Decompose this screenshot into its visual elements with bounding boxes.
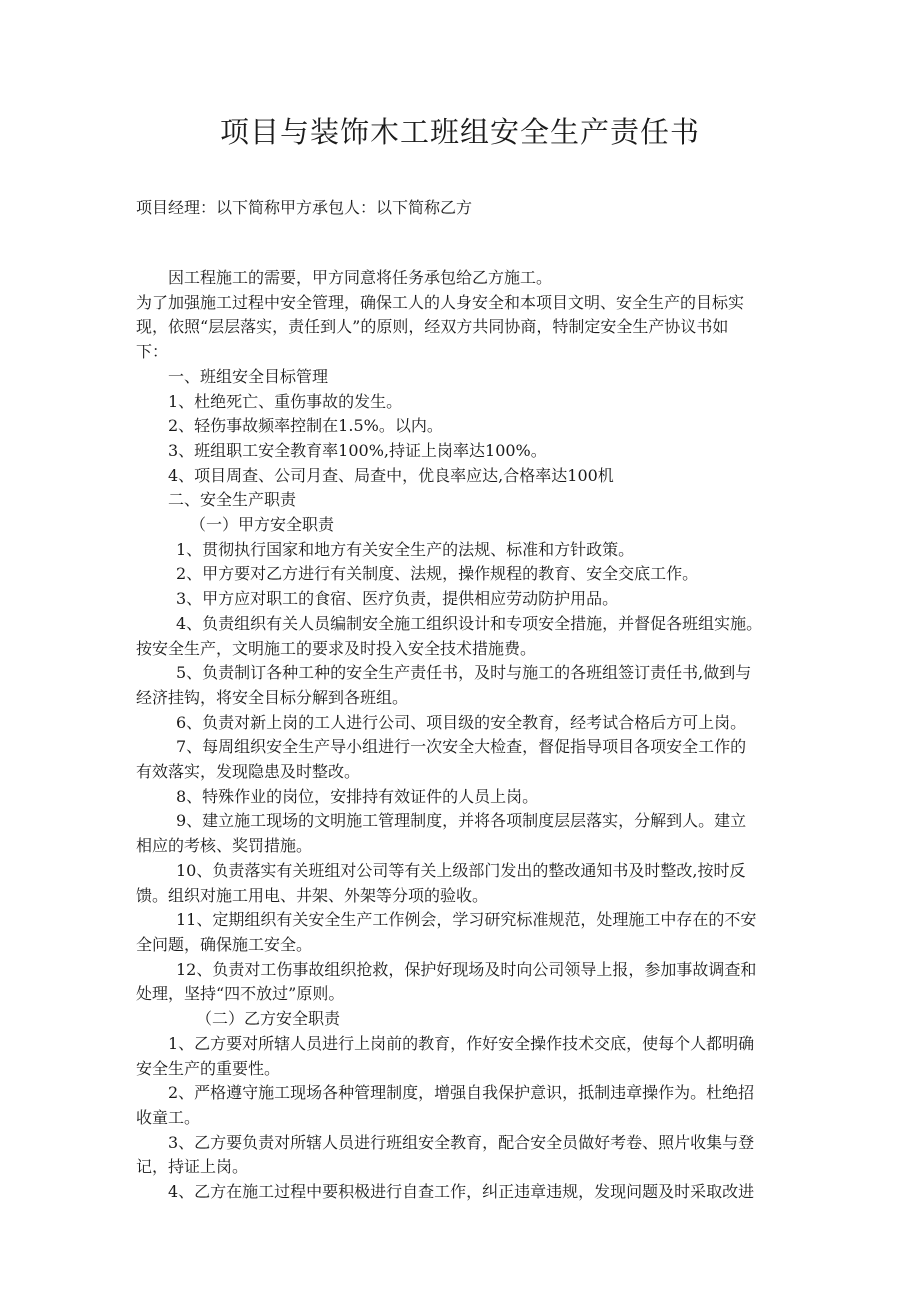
list-item: 4、项目周查、公司月查、局查中，优良率应达,合格率达100机 [168,465,614,485]
document-title: 项目与装饰木工班组安全生产责任书 [219,115,700,149]
list-item: 2、轻伤事故频率控制在1.5%。以内。 [168,416,443,436]
paragraph-line: 全问题，确保施工安全。 [136,934,313,954]
paragraph-line: 处理，坚持“四不放过”原则。 [136,984,345,1004]
list-item: 3、甲方应对职工的食宿、医疗负责，提供相应劳动防护用品。 [176,589,619,609]
list-item: 4、乙方在施工过程中要积极进行自查工作，纠正违章违规，发现问题及时采取改进 [168,1182,755,1202]
list-item: 10、负责落实有关班组对公司等有关上级部门发出的整改通知书及时整改,按时反 [176,860,746,880]
document-body [136,266,792,1205]
list-item: 8、特殊作业的岗位，安排持有效证件的人员上岗。 [176,786,539,806]
paragraph-line: 现，依照“层层落实，责任到人”的原则，经双方共同协商，特制定安全生产协议书如 [136,317,729,337]
section-heading: 一、班组安全目标管理 [168,366,329,386]
section-heading: 二、安全生产职责 [168,490,297,510]
list-item: 1、杜绝死亡、重伤事故的发生。 [168,391,403,411]
list-item: 3、乙方要负责对所辖人员进行班组安全教育，配合安全员做好考卷、照片收集与登 [168,1132,755,1152]
list-item: 3、班组职工安全教育率100%,持证上岗率达100%。 [168,440,547,460]
paragraph-line: 有效落实，发现隐患及时整改。 [136,762,361,782]
paragraph-line: 按安全生产，文明施工的要求及时投入安全技术措施费。 [136,638,537,658]
subsection-heading: （二）乙方安全职责 [196,1009,341,1029]
list-item: 4、负责组织有关人员编制安全施工组织设计和专项安全措施，并督促各班组实施。 [176,613,763,633]
paragraph-line: 下： [136,342,169,362]
list-item: 7、每周组织安全生产导小组进行一次安全大检查，督促指导项目各项安全工作的 [176,737,747,757]
list-item: 6、负责对新上岗的工人进行公司、项目级的安全教育，经考试合格后方可上岗。 [176,712,747,732]
list-item: 1、贯彻执行国家和地方有关安全生产的法规、标准和方针政策。 [176,539,635,559]
paragraph-line: 收童工。 [136,1107,201,1127]
paragraph-line: 记，持证上岗。 [136,1157,249,1177]
list-item: 5、负责制订各种工种的安全生产责任书，及时与施工的各班组签订责任书,做到与 [176,663,752,683]
list-item: 11、定期组织有关安全生产工作例会，学习研究标准规范，处理施工中存在的不安 [176,910,757,930]
paragraph-line: 因工程施工的需要，甲方同意将任务承包给乙方施工。 [168,268,553,287]
paragraph-line: 相应的考核、奖罚措施。 [136,836,313,856]
list-item: 9、建立施工现场的文明施工管理制度，并将各项制度层层落实，分解到人。建立 [176,811,747,831]
list-item: 12、负责对工伤事故组织抢救，保护好现场及时向公司领导上报，参加事故调查和 [176,959,757,979]
list-item: 1、乙方要对所辖人员进行上岗前的教育，作好安全操作技术交底，使每个人都明确 [168,1033,755,1053]
list-item: 2、甲方要对乙方进行有关制度、法规，操作规程的教育、安全交底工作。 [176,564,699,584]
paragraph-line: 为了加强施工过程中安全管理，确保工人的人身安全和本项目文明、安全生产的目标实 [136,292,745,312]
paragraph-line: 安全生产的重要性。 [136,1058,281,1078]
subsection-heading: （一）甲方安全职责 [190,515,335,535]
parties-line: 项目经理：以下简称甲方承包人：以下简称乙方 [136,198,473,217]
list-item: 2、严格遵守施工现场各种管理制度，增强自我保护意识，抵制违章操作为。杜绝招 [168,1083,755,1103]
paragraph-line: 经济挂钩，将安全目标分解到各班组。 [136,687,409,707]
paragraph-line: 馈。组织对施工用电、井架、外架等分项的验收。 [136,885,489,905]
